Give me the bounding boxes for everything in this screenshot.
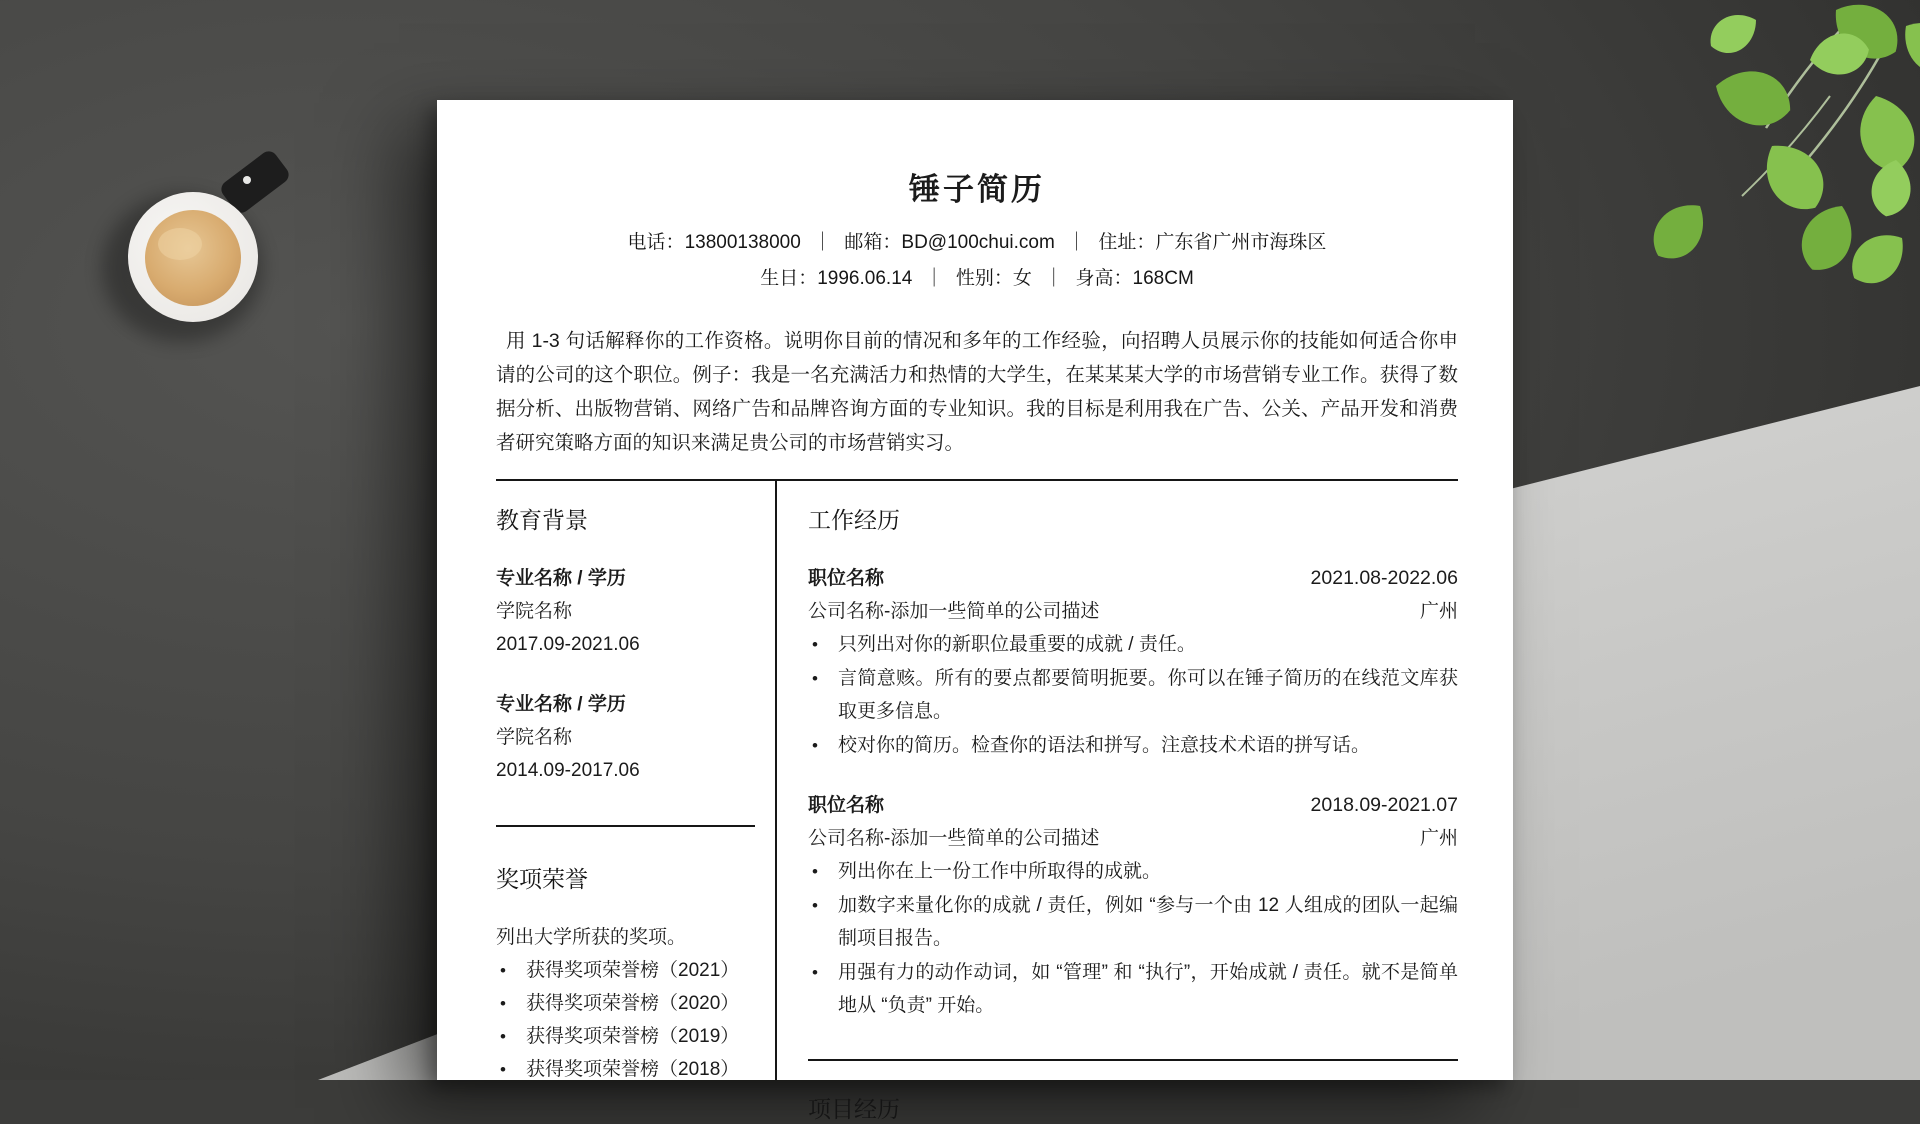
email-label: 邮箱： bbox=[844, 232, 902, 253]
resume-name: 锤子简历 bbox=[909, 172, 1045, 207]
birthday-label: 生日： bbox=[760, 268, 818, 289]
awards-intro: 列出大学所获的奖项。 bbox=[496, 927, 687, 948]
right-column bbox=[777, 481, 1458, 1122]
job-bullet: • 校对你的简历。检查你的语法和拼写。注意技术术语的拼写话。 bbox=[808, 729, 1458, 763]
award-item: • 获得奖项荣誉榜（2019） bbox=[496, 1020, 755, 1053]
gender-label: 性别： bbox=[955, 268, 1013, 289]
resume-columns bbox=[496, 481, 1458, 1122]
job-bullet: • 列出你在上一份工作中所取得的成就。 bbox=[808, 855, 1458, 889]
job-location: 广州 bbox=[1419, 828, 1458, 849]
resume-header bbox=[496, 154, 1458, 291]
bullet-icon bbox=[808, 662, 838, 729]
job-period: 2021.08-2022.06 bbox=[1310, 567, 1458, 589]
job-bullet: • 加数字来量化你的成就 / 责任，例如 “参与一个由 12 人组成的团队一起编制项目报告。 bbox=[808, 889, 1458, 956]
job-bullet: • 只列出对你的新职位最重要的成就 / 责任。 bbox=[808, 628, 1458, 662]
job-location: 广州 bbox=[1419, 601, 1458, 622]
bullet-icon bbox=[808, 628, 838, 662]
job-entry bbox=[808, 562, 1458, 762]
separator: ｜ bbox=[1067, 232, 1087, 253]
award-item: • 获得奖项荣誉榜（2020） bbox=[496, 987, 755, 1020]
job-company-row bbox=[808, 822, 1458, 855]
cup-handle-glint bbox=[243, 176, 251, 184]
job-company: 公司名称-添加一些简单的公司描述 bbox=[808, 601, 1100, 622]
bullet-icon bbox=[808, 956, 838, 1023]
contact-line-2 bbox=[496, 267, 1458, 291]
phone-value: 13800138000 bbox=[684, 232, 801, 253]
education-entry bbox=[496, 562, 755, 661]
bullet-icon bbox=[496, 1053, 526, 1086]
school: 学院名称 bbox=[496, 727, 573, 748]
separator: ｜ bbox=[924, 268, 944, 289]
bullet-icon bbox=[808, 889, 838, 956]
bullet-icon bbox=[496, 954, 526, 987]
job-title-row bbox=[808, 789, 1458, 822]
education-heading: 教育背景 bbox=[496, 507, 588, 533]
height-label: 身高： bbox=[1075, 268, 1133, 289]
bullet-icon bbox=[496, 1020, 526, 1053]
coffee-foam bbox=[158, 228, 202, 260]
gender-value: 女 bbox=[1012, 268, 1032, 289]
job-title: 职位名称 bbox=[808, 568, 885, 589]
education-entry bbox=[496, 688, 755, 787]
work-heading: 工作经历 bbox=[808, 507, 900, 533]
job-bullet: • 言简意赅。所有的要点都要简明扼要。你可以在锤子简历的在线范文库获取更多信息。 bbox=[808, 662, 1458, 729]
phone-label: 电话： bbox=[627, 232, 685, 253]
work-projects-divider bbox=[808, 1059, 1458, 1061]
address-value: 广东省广州市海珠区 bbox=[1155, 232, 1327, 253]
contact-line-1 bbox=[496, 231, 1458, 255]
bullet-icon bbox=[496, 987, 526, 1020]
job-period: 2018.09-2021.07 bbox=[1310, 794, 1458, 816]
period: 2014.09-2017.06 bbox=[496, 760, 640, 781]
job-entry bbox=[808, 789, 1458, 1023]
job-company: 公司名称-添加一些简单的公司描述 bbox=[808, 828, 1100, 849]
resume-page bbox=[437, 100, 1513, 1122]
degree: 专业名称 / 学历 bbox=[496, 694, 626, 715]
coffee-liquid bbox=[145, 210, 241, 306]
job-company-row bbox=[808, 595, 1458, 628]
education-awards-divider bbox=[496, 825, 755, 827]
separator: ｜ bbox=[1044, 268, 1064, 289]
bullet-icon bbox=[808, 855, 838, 889]
job-bullet: • 用强有力的动作动词，如 “管理” 和 “执行”，开始成就 / 责任。就不是简单地从 “负责” 开始。 bbox=[808, 956, 1458, 1023]
email-value: BD@100chui.com bbox=[901, 232, 1055, 253]
separator: ｜ bbox=[813, 232, 833, 253]
period: 2017.09-2021.06 bbox=[496, 634, 640, 655]
left-column bbox=[496, 481, 777, 1080]
school: 学院名称 bbox=[496, 601, 573, 622]
address-label: 住址： bbox=[1098, 232, 1156, 253]
award-item: • 获得奖项荣誉榜（2021） bbox=[496, 954, 755, 987]
degree: 专业名称 / 学历 bbox=[496, 568, 626, 589]
awards-heading: 奖项荣誉 bbox=[496, 866, 588, 892]
award-item: • 获得奖项荣誉榜（2018） bbox=[496, 1053, 755, 1086]
birthday-value: 1996.06.14 bbox=[817, 268, 913, 289]
summary-paragraph: 用 1-3 句话解释你的工作资格。说明你目前的情况和多年的工作经验，向招聘人员展示你的技能如何适合你申请的公司的这个职位。例子：我是一名充满活力和热情的大学生，在某某某大学的市场营销专业工作。获得了数据分析、出版物营销、网络广告和品牌咨询方面的专业知识。我的目标是利用我在广告、公关、产品开发和消费者研究策略方面的知识来满足贵公司的市场营销实习。 bbox=[496, 330, 1458, 454]
bullet-icon bbox=[808, 729, 838, 763]
height-value: 168CM bbox=[1132, 268, 1194, 289]
projects-heading: 项目经历 bbox=[808, 1095, 900, 1122]
job-title-row bbox=[808, 562, 1458, 595]
job-title: 职位名称 bbox=[808, 795, 885, 816]
